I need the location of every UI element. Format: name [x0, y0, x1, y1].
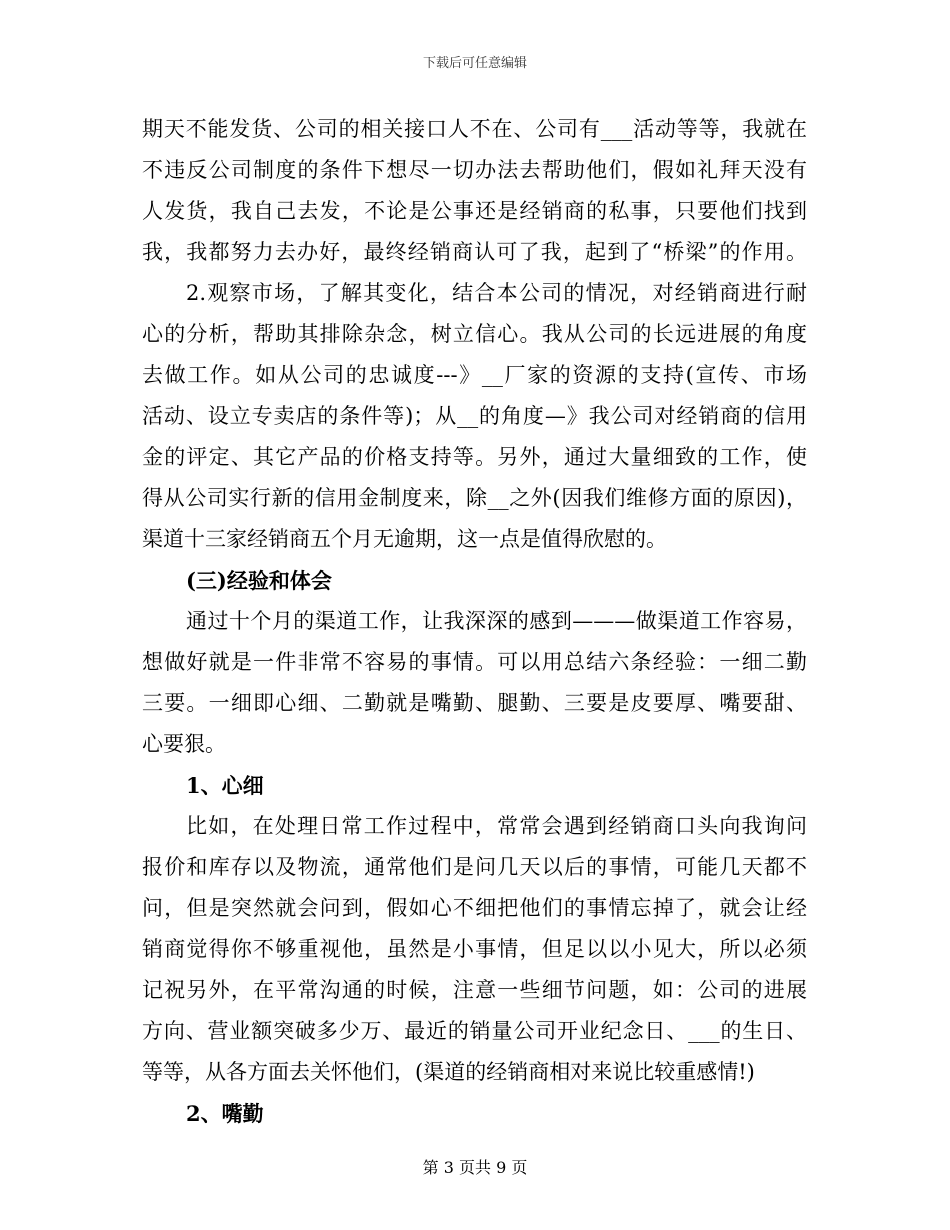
text-line: 心的分析，帮助其排除杂念，树立信心。我从公司的长远进展的角度: [142, 322, 807, 346]
page-header: 下载后可任意编辑: [422, 56, 527, 71]
page-number: 第 3 页共 9 页: [422, 1158, 528, 1177]
text-line: 金的评定、其它产品的价格支持等。另外，通过大量细致的工作，使: [142, 445, 807, 469]
document-body: [142, 109, 807, 1134]
text-line: 渠道十三家经销商五个月无逾期，这一点是值得欣慰的。: [142, 527, 667, 551]
text-line: 活动、设立专卖店的条件等)；从__的角度—》我公司对经销商的信用: [142, 404, 807, 428]
subsection-heading: 1、心细: [186, 773, 264, 798]
text-line: 想做好就是一件非常不容易的事情。可以用总结六条经验：一细二勤: [142, 650, 807, 674]
text-line: 通过十个月的渠道工作，让我深深的感到———做渠道工作容易，: [186, 609, 807, 633]
section-heading: (三)经验和体会: [186, 568, 332, 593]
text-line: 我，我都努力去办好，最终经销商认可了我，起到了“桥梁”的作用。: [142, 240, 807, 264]
text-line: 问，但是突然就会问到，假如心不细把他们的事情忘掉了，就会让经: [142, 896, 807, 920]
text-line: 人发货，我自己去发，不论是公事还是经销商的私事，只要他们找到: [142, 199, 807, 223]
text-line: 记祝另外，在平常沟通的时候，注意一些细节问题，如：公司的进展: [142, 978, 807, 1002]
text-line: 去做工作。如从公司的忠诚度---》__厂家的资源的支持(宣传、市场: [142, 363, 807, 387]
subsection-heading: 2、嘴勤: [186, 1101, 264, 1126]
text-line: 三要。一细即心细、二勤就是嘴勤、腿勤、三要是皮要厚、嘴要甜、: [142, 691, 807, 715]
text-line: 不违反公司制度的条件下想尽一切办法去帮助他们，假如礼拜天没有: [142, 158, 807, 182]
text-line: 等等，从各方面去关怀他们，(渠道的经销商相对来说比较重感情!): [142, 1060, 755, 1084]
text-line: 方向、营业额突破多少万、最近的销量公司开业纪念日、___的生日、: [142, 1019, 807, 1043]
text-line: 比如，在处理日常工作过程中，常常会遇到经销商口头向我询问: [186, 814, 807, 838]
text-line: 心要狠。: [142, 732, 226, 756]
text-line: 销商觉得你不够重视他，虽然是小事情，但足以以小见大，所以必须: [142, 937, 807, 961]
text-line: 得从公司实行新的信用金制度来，除__之外(因我们维修方面的原因)，: [142, 486, 807, 510]
text-line: 期天不能发货、公司的相关接口人不在、公司有___活动等等，我就在: [142, 117, 807, 141]
text-line: 报价和库存以及物流，通常他们是问几天以后的事情，可能几天都不: [142, 855, 807, 879]
text-line: 2.观察市场，了解其变化，结合本公司的情况，对经销商进行耐: [186, 281, 807, 305]
